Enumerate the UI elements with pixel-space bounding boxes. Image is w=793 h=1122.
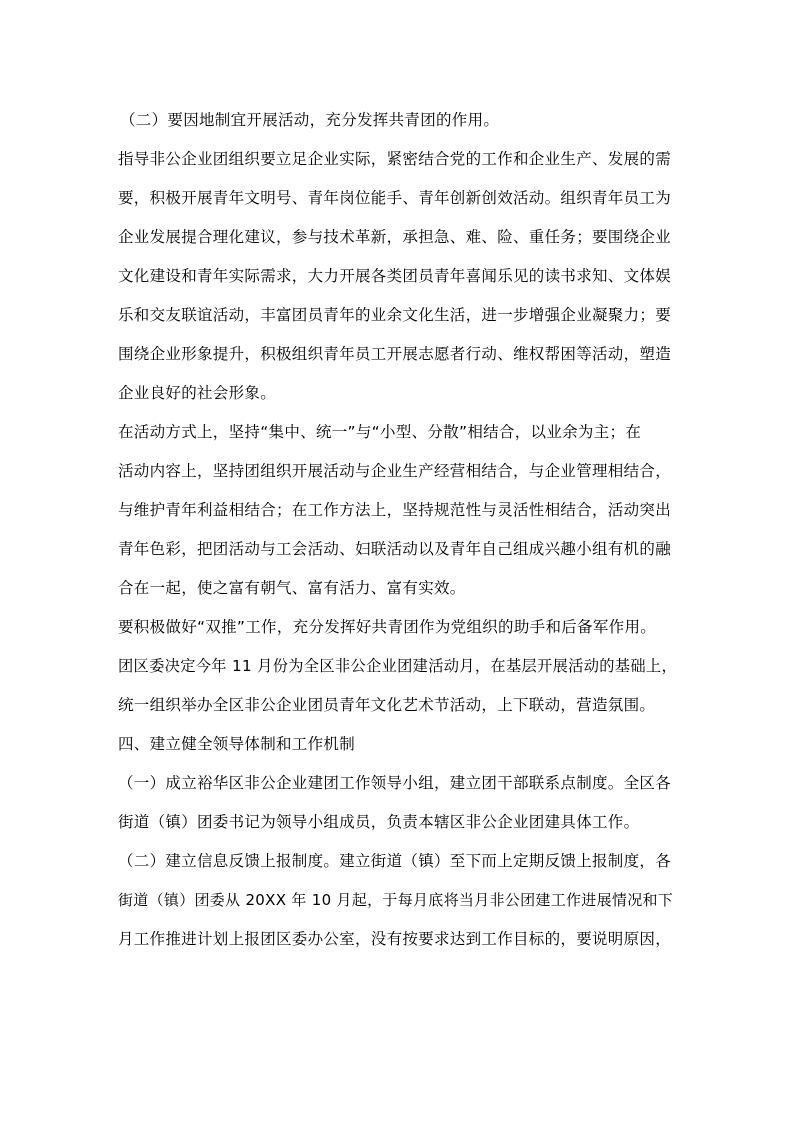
text-line-9: 在活动方式上，坚持“集中、统一”与“小型、分散”相结合，以业余为主；在 [118, 423, 642, 441]
text-line-2: 指导非公企业团组织要立足企业实际，紧密结合党的工作和企业生产、发展的需 [118, 150, 672, 168]
text-line-7: 围绕企业形象提升，积极组织青年员工开展志愿者行动、维权帮困等活动，塑造 [118, 345, 672, 363]
text-line-8: 企业良好的社会形象。 [118, 384, 277, 402]
text-line-13: 合在一起，使之富有朝气、富有活力、富有实效。 [118, 579, 466, 597]
text-line-19: 街道（镇）团委书记为领导小组成员，负责本辖区非公企业团建具体工作。 [118, 813, 640, 831]
text-line-4: 企业发展提合理化建议，参与技术革新，承担急、难、险、重任务；要围绕企业 [118, 228, 672, 246]
text-line-20: （二）建立信息反馈上报制度。建立街道（镇）至下而上定期反馈上报制度，各 [118, 852, 672, 870]
text-line-6: 乐和交友联谊活动，丰富团员青年的业余文化生活，进一步增强企业凝聚力；要 [118, 306, 672, 324]
text-line-10: 活动内容上，坚持团组织开展活动与企业生产经营相结合，与企业管理相结合， [118, 462, 672, 480]
text-line-1: （二）要因地制宜开展活动，充分发挥共青团的作用。 [120, 111, 500, 129]
text-line-11: 与维护青年利益相结合；在工作方法上，坚持规范性与灵活性相结合，活动突出 [118, 501, 672, 519]
text-line-14: 要积极做好“双推”工作，充分发挥好共青团作为党组织的助手和后备军作用。 [118, 618, 657, 636]
text-line-12: 青年色彩，把团活动与工会活动、妇联活动以及青年自己组成兴趣小组有机的融 [118, 540, 672, 558]
text-line-22: 月工作推进计划上报团区委办公室，没有按要求达到工作目标的，要说明原因， [118, 930, 672, 948]
text-line-3: 要，积极开展青年文明号、青年岗位能手、青年创新创效活动。组织青年员工为 [118, 189, 672, 207]
section-heading: 四、建立健全领导体制和工作机制 [118, 735, 356, 753]
text-line-21: 街道（镇）团委从 20XX 年 10 月起，于每月底将当月非公团建工作进展情况和下 [118, 891, 674, 909]
text-line-16: 统一组织举办全区非公企业团员青年文化艺术节活动，上下联动，营造氛围。 [118, 696, 656, 714]
text-line-5: 文化建设和青年实际需求，大力开展各类团员青年喜闻乐见的读书求知、文体娱 [118, 267, 672, 285]
text-line-18: （一）成立裕华区非公企业建团工作领导小组，建立团干部联系点制度。全区各 [118, 774, 672, 792]
text-line-15: 团区委决定今年 11 月份为全区非公企业团建活动月，在基层开展活动的基础上， [118, 657, 677, 675]
